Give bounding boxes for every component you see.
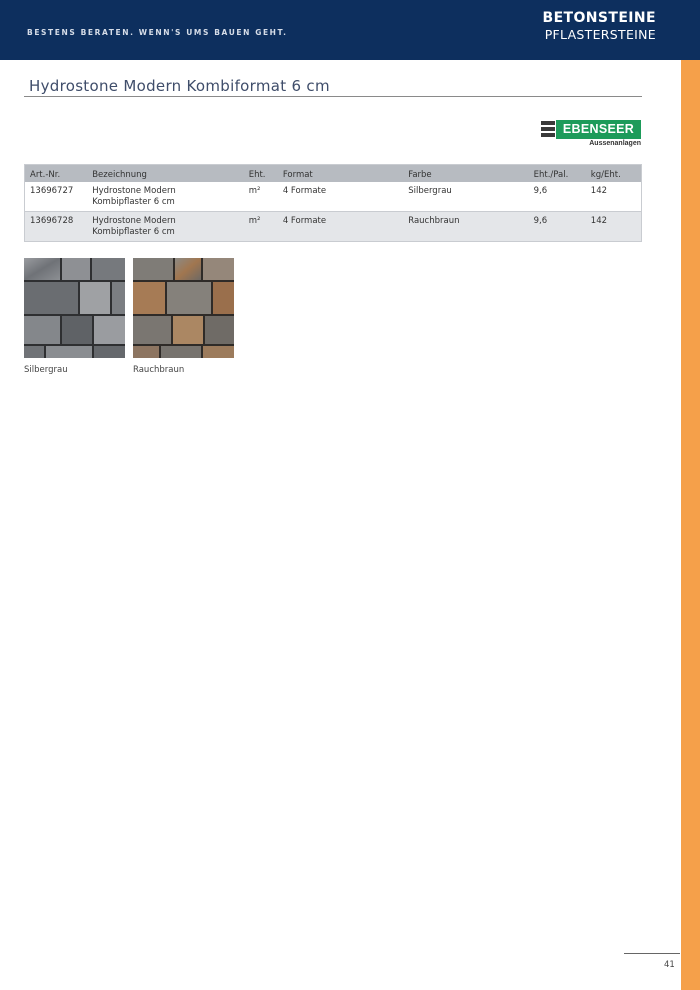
header-art-nr: Art.-Nr. xyxy=(25,165,88,183)
header-kg-eht: kg/Eht. xyxy=(586,165,642,183)
paving-pattern-silbergrau xyxy=(24,258,125,358)
cell-format: 4 Formate xyxy=(278,182,403,212)
cell-eht: m² xyxy=(244,212,278,242)
swatch-silbergrau-image xyxy=(24,258,125,358)
paving-pattern-rauchbraun xyxy=(133,258,234,358)
cell-eht-pal: 9,6 xyxy=(529,212,586,242)
cell-eht: m² xyxy=(244,182,278,212)
table-row xyxy=(25,212,642,242)
page-header xyxy=(0,0,700,60)
page-number: 41 xyxy=(664,960,675,970)
header-format: Format xyxy=(278,165,403,183)
header-slogan: BESTENS BERATEN. WENN'S UMS BAUEN GEHT. xyxy=(27,28,288,37)
cell-art-nr: 13696727 xyxy=(25,182,88,212)
cell-bezeichnung xyxy=(87,212,244,242)
table-header-row xyxy=(25,165,642,183)
cell-farbe: Rauchbraun xyxy=(403,212,528,242)
logo-brand-name: EBENSEER xyxy=(556,120,641,139)
cell-kg-eht: 142 xyxy=(586,212,642,242)
cell-bezeichnung-line1: Hydrostone Modern xyxy=(92,186,176,196)
swatch-rauchbraun-image xyxy=(133,258,234,358)
cell-kg-eht: 142 xyxy=(586,182,642,212)
cell-farbe: Silbergrau xyxy=(403,182,528,212)
header-eht-pal: Eht./Pal. xyxy=(529,165,586,183)
page-title: Hydrostone Modern Kombiformat 6 cm xyxy=(29,77,330,95)
table-row xyxy=(25,182,642,212)
cell-bezeichnung-line2: Kombipflaster 6 cm xyxy=(92,197,175,207)
logo-tagline: Aussenanlagen xyxy=(589,140,641,147)
logo-bars-icon xyxy=(541,121,555,138)
swatch-label: Silbergrau xyxy=(24,365,68,375)
side-accent-bar xyxy=(681,60,700,990)
header-eht: Eht. xyxy=(244,165,278,183)
title-divider xyxy=(24,96,642,97)
brand-logo xyxy=(541,120,641,150)
product-table xyxy=(24,164,642,242)
cell-art-nr: 13696728 xyxy=(25,212,88,242)
cell-bezeichnung xyxy=(87,182,244,212)
cell-eht-pal: 9,6 xyxy=(529,182,586,212)
cell-bezeichnung-line1: Hydrostone Modern xyxy=(92,216,176,226)
category-subtitle: PFLASTERSTEINE xyxy=(544,27,656,42)
swatch-label: Rauchbraun xyxy=(133,365,185,375)
header-bezeichnung: Bezeichnung xyxy=(87,165,244,183)
category-title: BETONSTEINE xyxy=(542,10,656,26)
header-farbe: Farbe xyxy=(403,165,528,183)
footer-divider xyxy=(624,953,680,954)
cell-bezeichnung-line2: Kombipflaster 6 cm xyxy=(92,227,175,237)
cell-format: 4 Formate xyxy=(278,212,403,242)
